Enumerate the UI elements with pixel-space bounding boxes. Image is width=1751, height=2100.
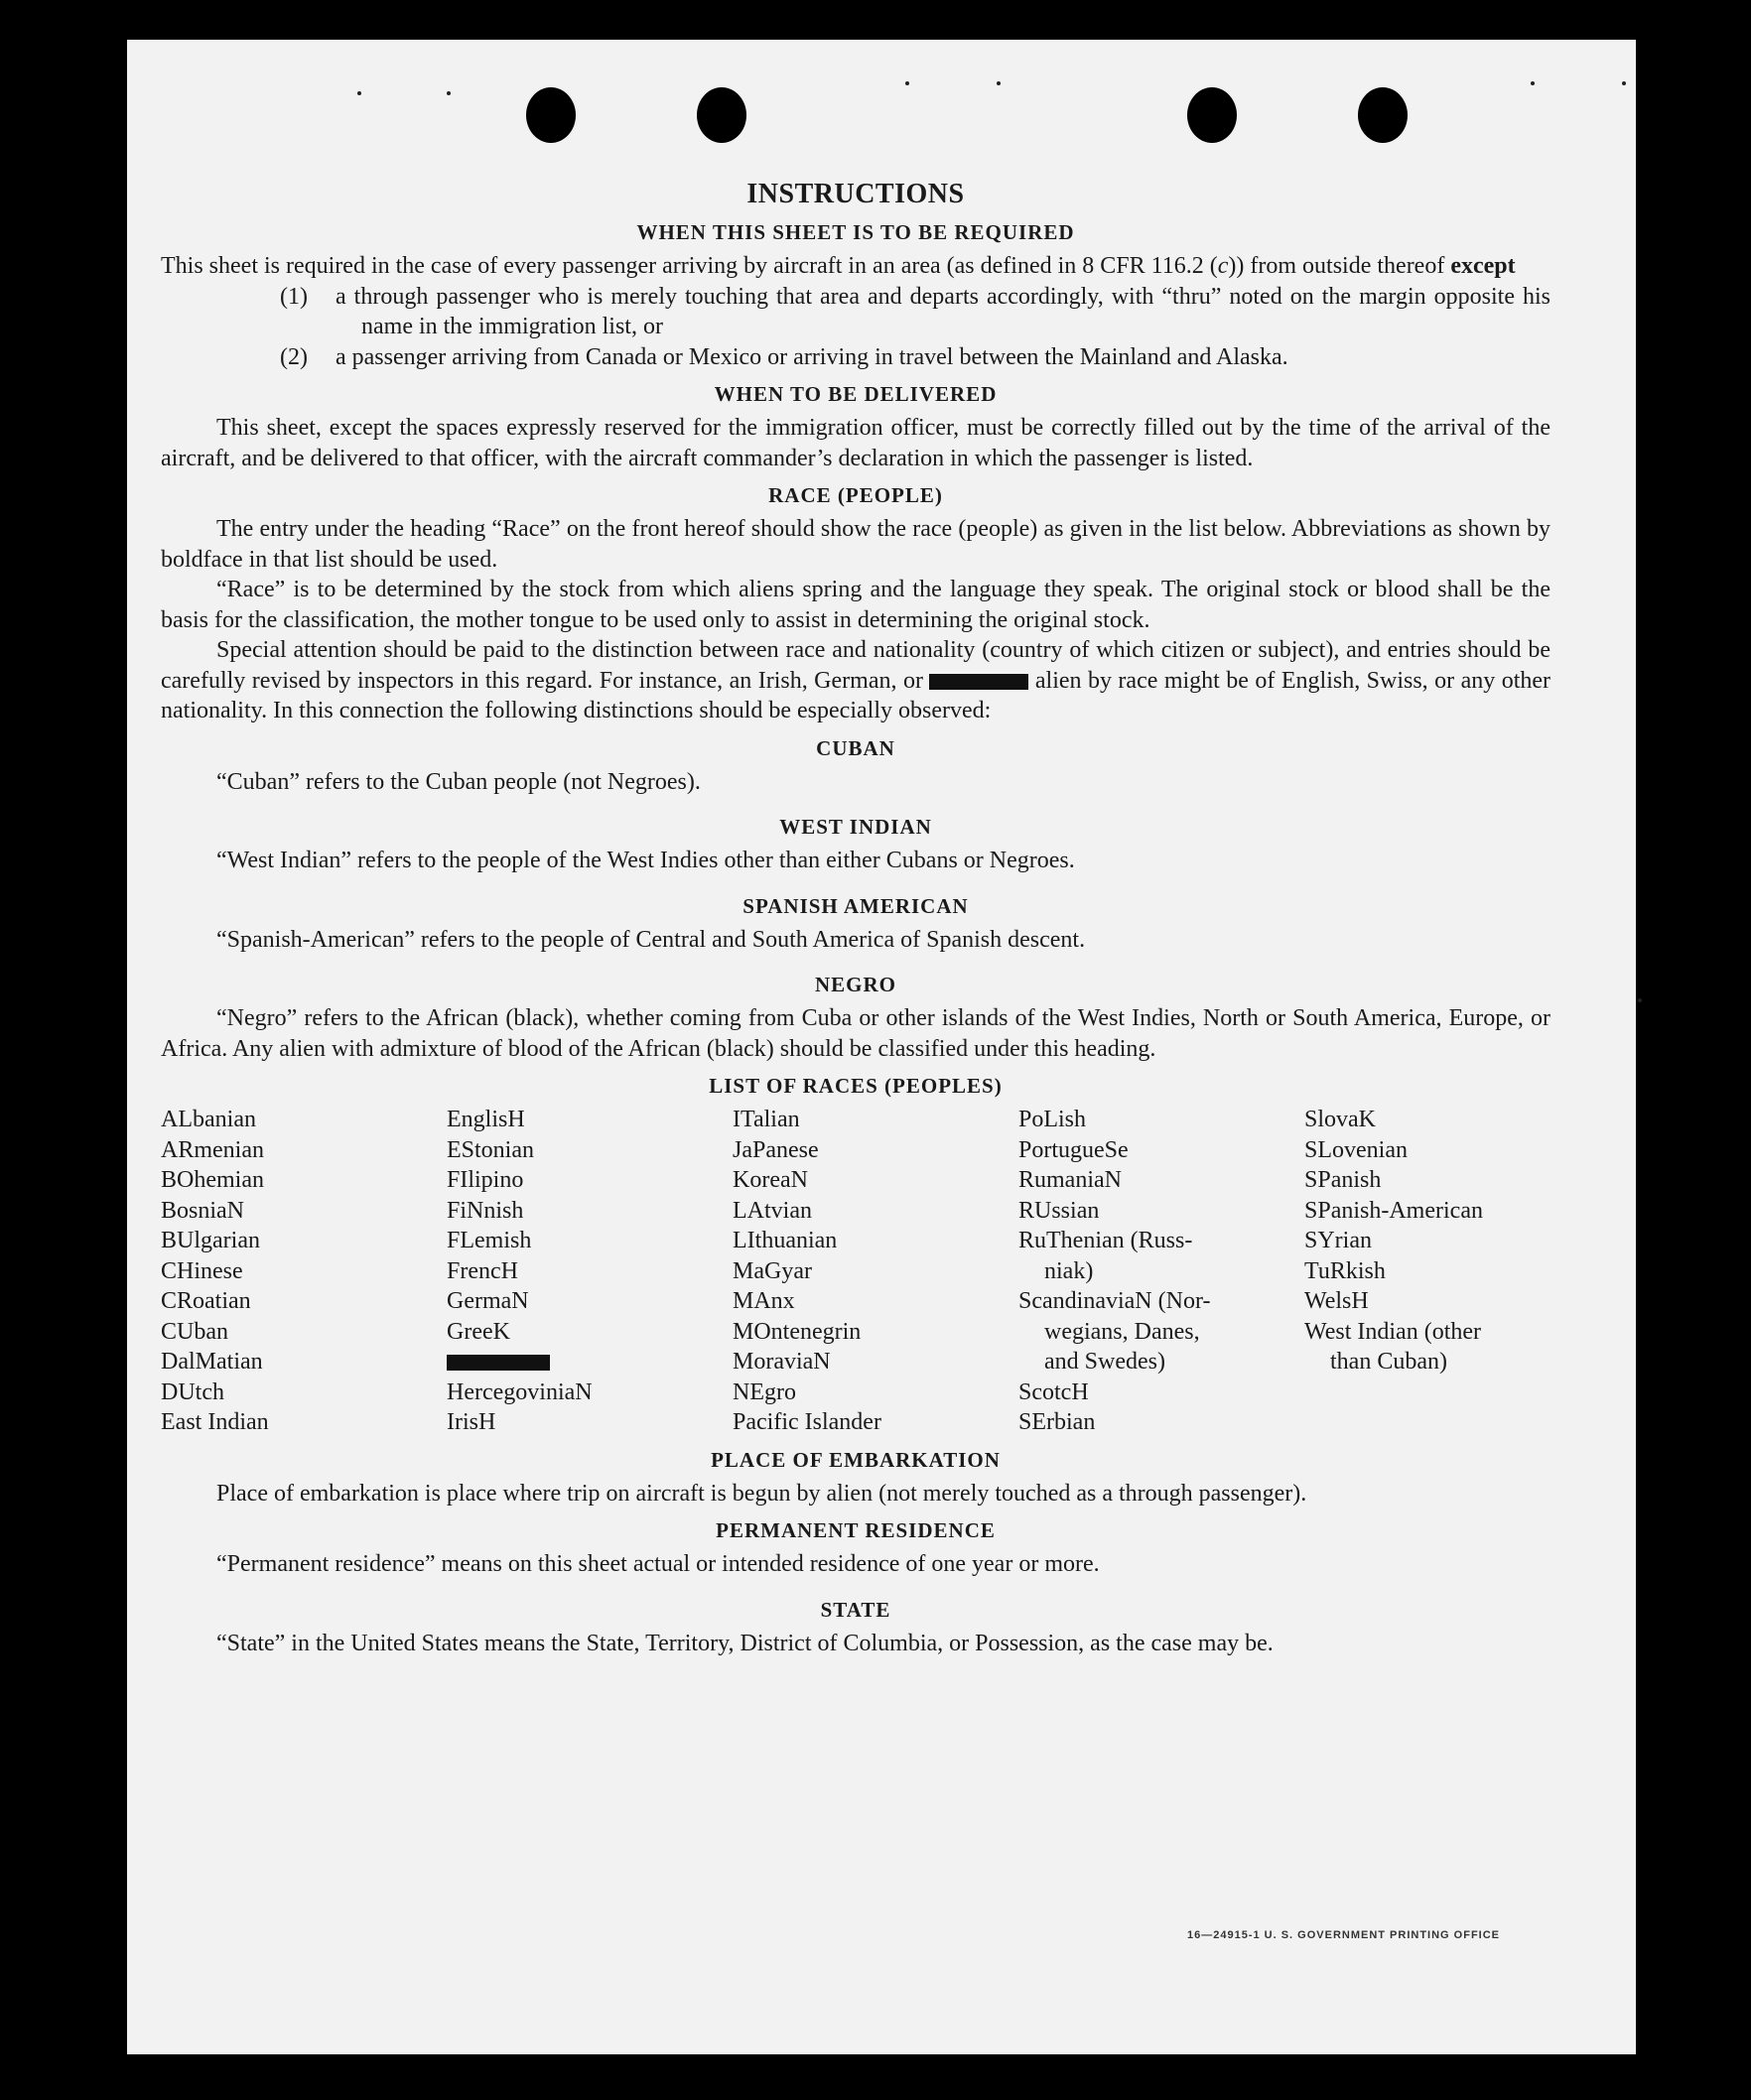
race-entry: MoraviaN — [733, 1349, 831, 1375]
race-entry: SYrian — [1304, 1228, 1372, 1253]
print-office-code: 16—24915-1 U. S. GOVERNMENT PRINTING OFFICE — [1187, 1929, 1501, 1941]
race-entry: SErbian — [1018, 1409, 1096, 1435]
heading-spanish-american: SPANISH AMERICAN — [742, 893, 969, 918]
race-entry: SPanish — [1304, 1167, 1382, 1193]
race-entry: RumaniaN — [1018, 1167, 1122, 1193]
race-column — [1304, 1105, 1550, 1438]
race-column — [447, 1105, 733, 1438]
speck — [905, 81, 909, 85]
race-entry: PortugueSe — [1018, 1136, 1129, 1163]
paragraph-spanish-american: “Spanish-American” refers to the people of Central and South America of Spanish descent. — [216, 926, 1086, 953]
paragraph-race-3 — [161, 635, 1550, 726]
race-entry: GermaN — [447, 1288, 529, 1314]
race-entry: SPanish-American — [1304, 1197, 1483, 1224]
race-entry: LAtvian — [733, 1197, 812, 1224]
heading-negro: NEGRO — [814, 973, 896, 996]
race-entry: LIthuanian — [733, 1228, 838, 1253]
speck — [1622, 81, 1626, 85]
race-entry: ALbanian — [161, 1107, 256, 1132]
paragraph-race-2: “Race” is to be determined by the stock from which aliens spring and the language they speak. The original stock or blood shall be the basis for the classification, the mother tongue to be used only to assist in determining the original stock. — [161, 577, 1550, 633]
race-entry: EnglisH — [447, 1107, 525, 1132]
race-list — [161, 1105, 1550, 1438]
heading-west-indian: WEST INDIAN — [779, 815, 932, 839]
paragraph-west-indian: “West Indian” refers to the people of the West Indies other than either Cubans or Negroes. — [216, 848, 1075, 873]
speck — [357, 91, 361, 95]
paragraph-when-delivered: This sheet, except the spaces expressly reserved for the immigration officer, must be correctly filled out by the time of the arrival of the aircraft, and be delivered to that officer, with the aircraft commander’s declaration in which the passenger is listed. — [161, 415, 1550, 471]
paragraph-cuban: “Cuban” refers to the Cuban people (not Negroes). — [216, 768, 701, 795]
paragraph-when-required — [161, 251, 1550, 282]
race-entry: ITalian — [733, 1107, 800, 1132]
punch-hole — [1358, 87, 1408, 143]
race-entry: NEgro — [733, 1378, 796, 1405]
race-entry: FiNnish — [447, 1197, 524, 1224]
race-entry: SLovenian — [1304, 1136, 1408, 1163]
race-entry: FrencH — [447, 1257, 518, 1284]
race-entry: DUtch — [161, 1378, 224, 1405]
race-column — [1018, 1105, 1304, 1438]
race-entry: MaGyar — [733, 1257, 812, 1284]
redaction-mark — [929, 674, 1028, 690]
race-column — [733, 1105, 1018, 1438]
race-entry: WelsH — [1304, 1288, 1369, 1314]
text-run: This sheet is required in the case of every passenger arriving by aircraft in an area (as defined in 8 CFR 116.2 ( — [161, 253, 1218, 279]
race-entry: RuThenian (Russ- — [1018, 1228, 1193, 1253]
heading-race: RACE (PEOPLE) — [768, 483, 943, 507]
heading-list-of-races: LIST OF RACES (PEOPLES) — [709, 1074, 1003, 1098]
race-entry: BOhemian — [161, 1167, 264, 1193]
race-entry: GreeK — [447, 1318, 510, 1345]
heading-cuban: CUBAN — [816, 735, 895, 760]
text-run-bold: except — [1450, 253, 1516, 279]
paragraph-state: “State” in the United States means the State, Territory, District of Columbia, or Possession, as the case may be. — [216, 1630, 1274, 1656]
heading-when-required: WHEN THIS SHEET IS TO BE REQUIRED — [636, 220, 1075, 244]
race-entry: BosniaN — [161, 1197, 244, 1224]
punch-hole — [526, 87, 576, 143]
instructions-content — [161, 179, 1550, 1658]
race-entry: than Cuban) — [1330, 1349, 1447, 1375]
race-entry: FIlipino — [447, 1167, 524, 1193]
race-entry: HercegoviniaN — [447, 1378, 593, 1405]
race-entry: MAnx — [733, 1288, 795, 1314]
item-text: a passenger arriving from Canada or Mexico or arriving in travel between the Mainland and Alaska. — [336, 343, 1288, 370]
race-entry: East Indian — [161, 1409, 269, 1435]
race-entry: ARmenian — [161, 1136, 264, 1163]
race-entry: ScotcH — [1018, 1378, 1089, 1405]
exception-item — [280, 342, 1550, 373]
text-run: Special attention should be paid to the distinction between race and nationality (country of which citizen or subject), and entries should be carefully revised by inspectors in this regard. For instance, an Irish, German, or — [161, 637, 1550, 694]
race-entry: and Swedes) — [1044, 1349, 1165, 1375]
speck — [1638, 998, 1642, 1002]
race-entry: RUssian — [1018, 1197, 1100, 1224]
heading-residence: PERMANENT RESIDENCE — [716, 1518, 996, 1542]
race-entry: wegians, Danes, — [1044, 1318, 1200, 1345]
race-entry: CRoatian — [161, 1288, 251, 1314]
redaction-mark — [447, 1355, 550, 1371]
paragraph-embarkation: Place of embarkation is place where trip on aircraft is begun by alien (not merely touched as a through passenger). — [216, 1480, 1307, 1507]
speck — [447, 91, 451, 95]
race-entry: CHinese — [161, 1257, 243, 1284]
speck — [1531, 81, 1535, 85]
item-text: a through passenger who is merely touching that area and departs accordingly, with “thru” noted on the margin opposite his name in the immigration list, or — [336, 283, 1550, 339]
text-run: )) from outside thereof — [1228, 253, 1451, 279]
race-entry: FLemish — [447, 1228, 532, 1253]
race-entry: Pacific Islander — [733, 1409, 881, 1435]
item-number: (1) — [280, 283, 308, 310]
paragraph-race-1: The entry under the heading “Race” on the front hereof should show the race (people) as given in the list below. Abbreviations as shown by boldface in that list should be used. — [161, 516, 1550, 573]
race-entry: EStonian — [447, 1136, 534, 1163]
text-run: alien by race might be of English, Swiss, or any other nationality. In this connection the following distinctions should be especially observed: — [161, 667, 1551, 723]
punch-hole — [1187, 87, 1237, 143]
race-entry: SlovaK — [1304, 1107, 1376, 1132]
race-entry: DalMatian — [161, 1349, 263, 1375]
race-entry: MOntenegrin — [733, 1318, 862, 1345]
text-run-italic: c — [1217, 253, 1229, 279]
race-entry: TuRkish — [1304, 1257, 1386, 1284]
race-entry: JaPanese — [733, 1136, 819, 1163]
document-page — [127, 40, 1636, 2054]
race-entry: PoLish — [1018, 1107, 1087, 1132]
race-entry: niak) — [1044, 1257, 1094, 1284]
page-title: INSTRUCTIONS — [746, 179, 965, 209]
race-entry: CUban — [161, 1318, 228, 1345]
exception-item — [280, 282, 1550, 342]
paragraph-negro: “Negro” refers to the African (black), whether coming from Cuba or other islands of the West Indies, North or South America, Europe, or Africa. Any alien with admixture of blood of the African (black) should be classified under this heading. — [161, 1005, 1550, 1062]
speck — [997, 81, 1001, 85]
race-column — [161, 1105, 447, 1438]
race-entry: ScandinaviaN (Nor- — [1018, 1288, 1211, 1314]
item-number: (2) — [280, 343, 308, 370]
heading-embarkation: PLACE OF EMBARKATION — [711, 1447, 1001, 1472]
race-entry: West Indian (other — [1304, 1318, 1482, 1345]
race-entry: IrisH — [447, 1409, 496, 1435]
race-entry: KoreaN — [733, 1167, 808, 1193]
paragraph-residence: “Permanent residence” means on this sheet actual or intended residence of one year or more. — [216, 1551, 1100, 1577]
heading-state: STATE — [820, 1597, 891, 1622]
race-entry: BUlgarian — [161, 1228, 260, 1253]
punch-hole — [697, 87, 746, 143]
race-entry-redacted — [447, 1347, 733, 1378]
heading-when-delivered: WHEN TO BE DELIVERED — [714, 382, 998, 406]
